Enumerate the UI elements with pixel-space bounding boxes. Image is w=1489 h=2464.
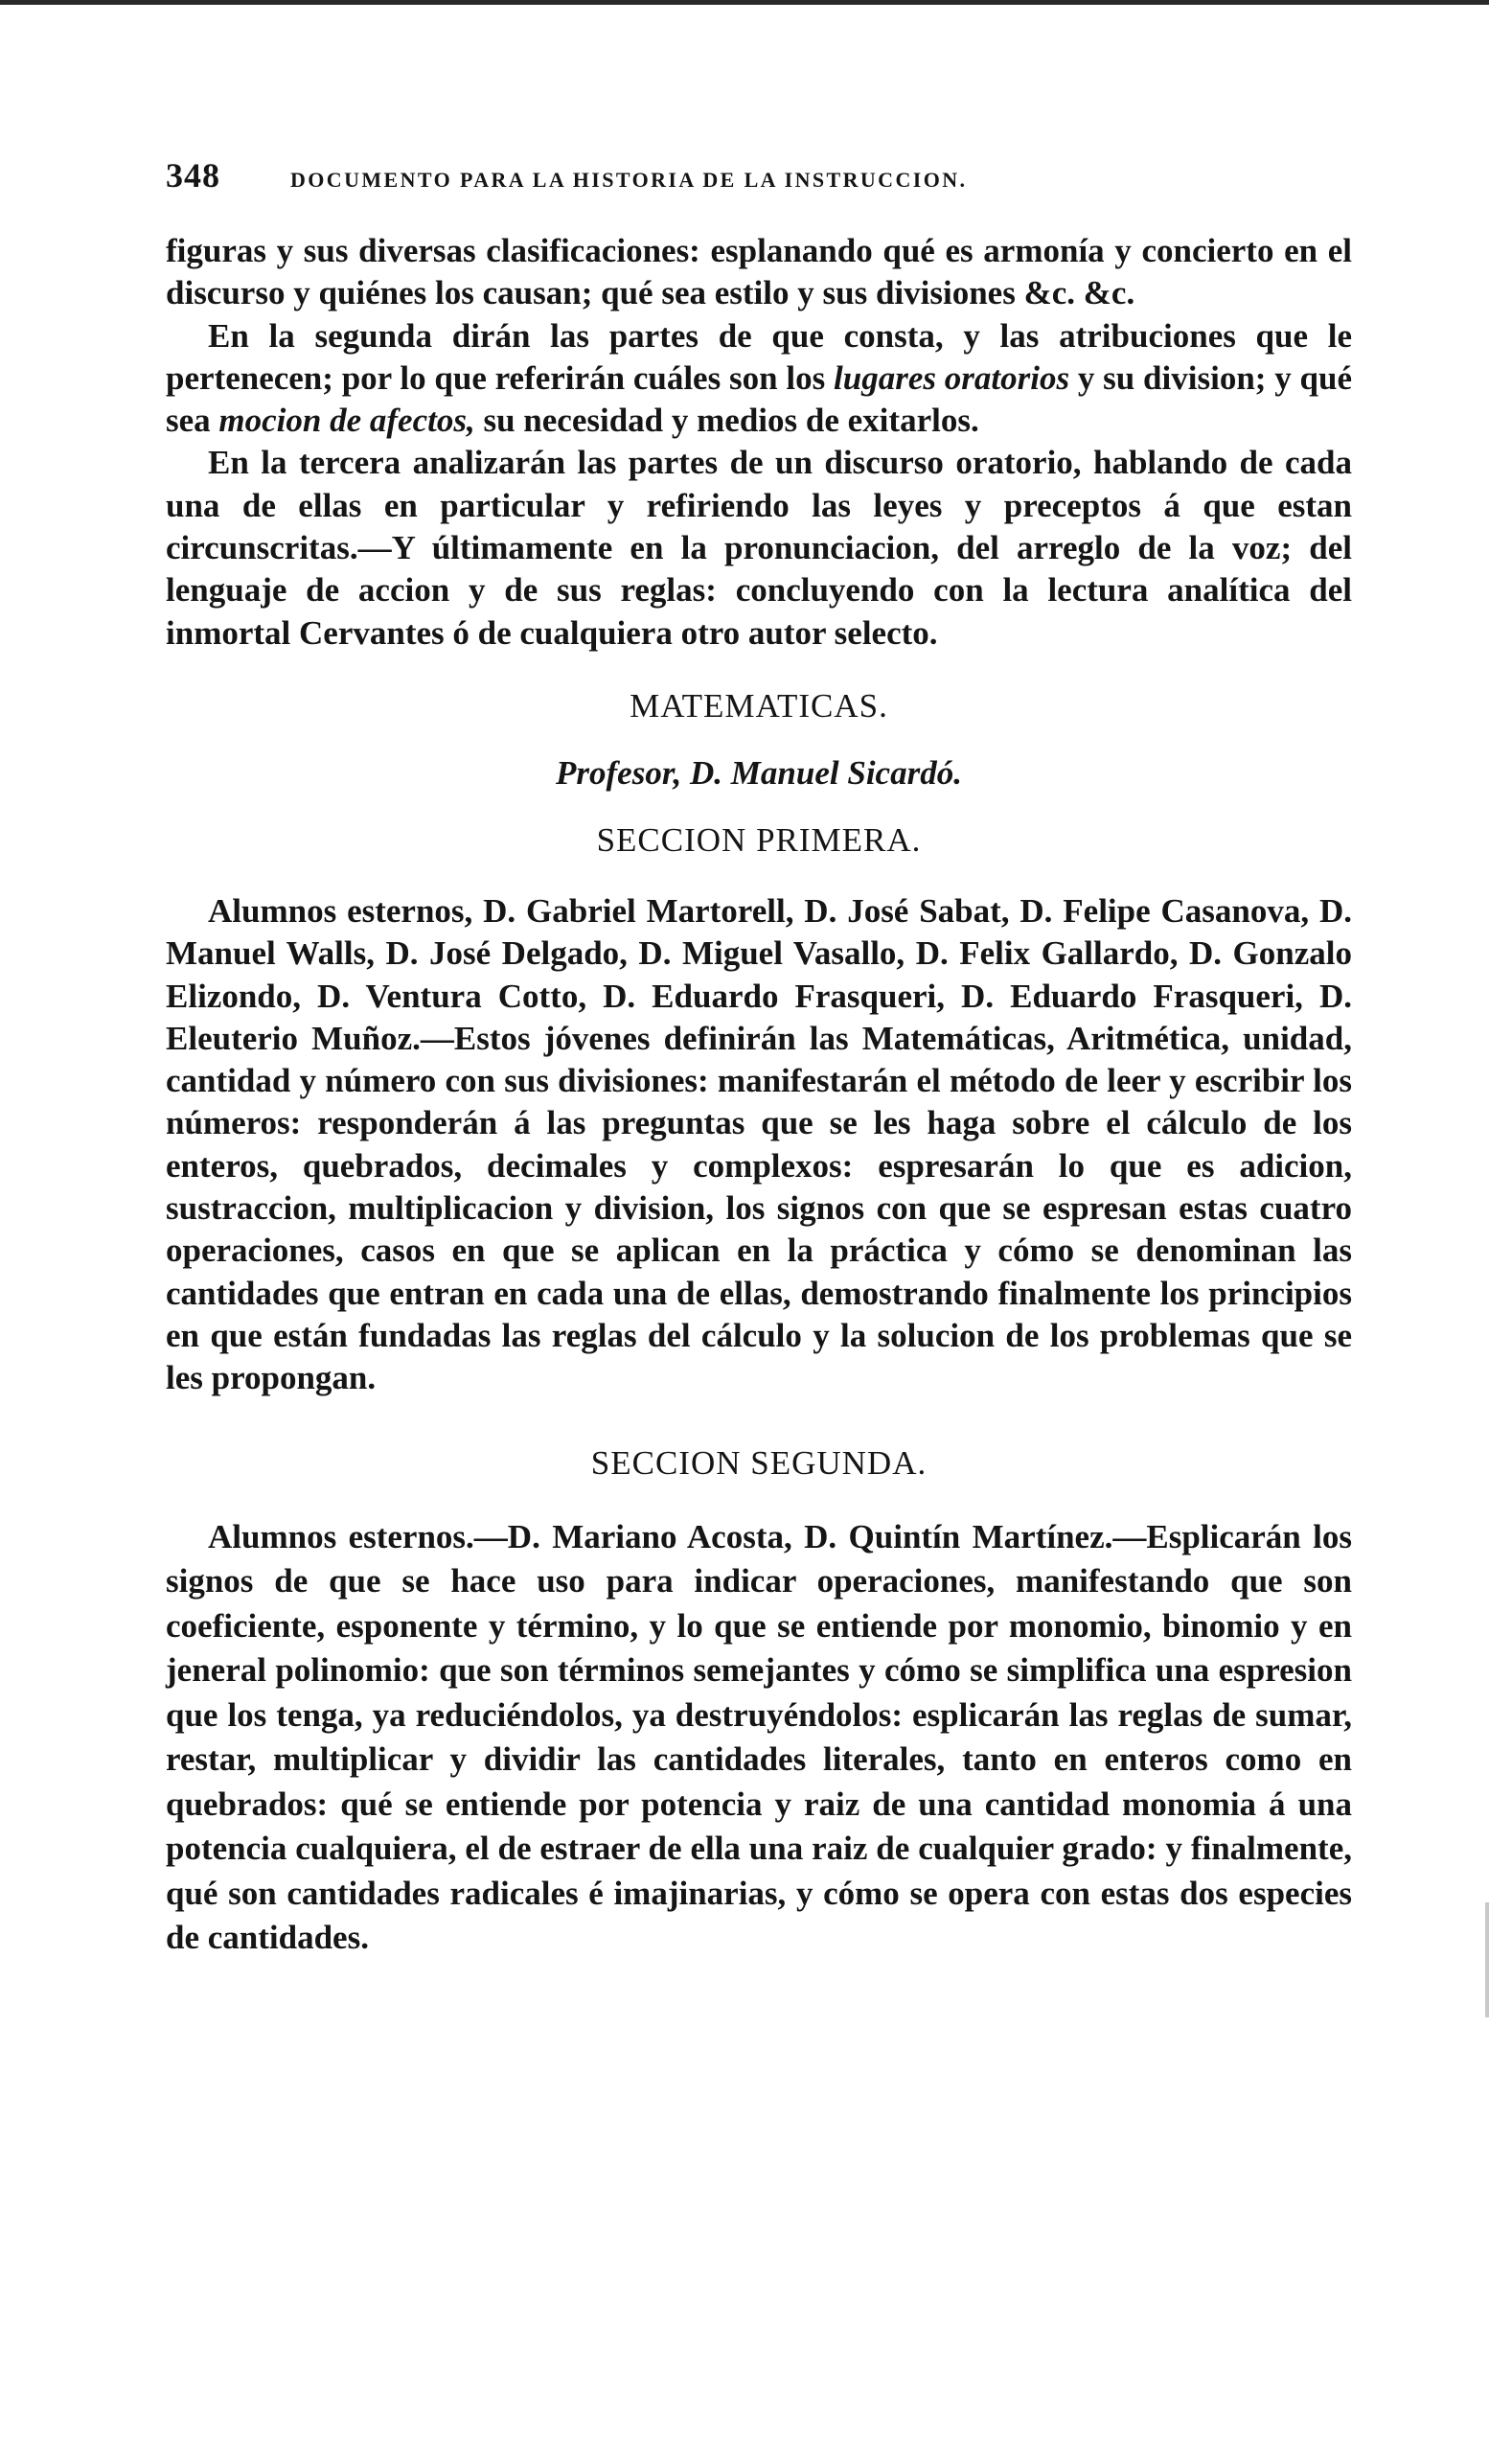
term-lugares-oratorios: lugares oratorios: [834, 358, 1070, 397]
paragraph-intro-2-part-b: y su division; y qué sea: [166, 358, 1352, 440]
paragraph-intro-2: [166, 315, 1352, 443]
paragraph-intro-1: figuras y sus diversas clasificaciones: esplanando qué es armonía y concierto en el discurso y quiénes los causan; qué sea estilo y sus divisiones &c. &c.: [166, 232, 1352, 312]
subsection-title-segunda: SECCION SEGUNDA.: [590, 1443, 928, 1482]
paragraph-intro-3: En la tercera analizarán las partes de un discurso oratorio, hablando de cada una de ellas en particular y refiriendo las leyes y preceptos á que estan circunscritas.—Y últimamente en la pronunciacion, del arreglo de la voz; del lenguaje de accion y de sus reglas: concluyendo con la lectura analítica del inmortal Cervantes ó de cualquiera otro autor selecto.: [166, 444, 1352, 652]
page-top-edge: [0, 0, 1489, 5]
paragraph-seccion-segunda: Alumnos esternos.—D. Mariano Acosta, D. Quintín Martínez.—Esplicarán los signos de que se hace uso para indicar operaciones, manifestando que son coeficiente, esponente y término, y lo que se entiende por monomio, binomio y en jeneral polinomio: que son términos semejantes y cómo se simplifica una espresion que los tenga, ya reduciéndolos, ya destruyéndolos: esplicarán las reglas de sumar, restar, multiplicar y dividir las cantidades literales, tanto en enteros como en quebrados: qué se entiende por potencia y raiz de una cantidad monomia á una potencia cualquiera, el de estraer de ella una raiz de cualquier grado: y finalmente, qué son cantidades radicales é imajinarias, y cómo se opera con estas dos especies de cantidades.: [166, 1517, 1352, 1957]
paragraph-intro-2-part-c: su necesidad y medios de exitarlos.: [474, 402, 979, 440]
professor-line: Profesor, D. Manuel Sicardó.: [556, 753, 962, 792]
subsection-title-primera: SECCION PRIMERA.: [596, 820, 922, 859]
page-number: 348: [166, 156, 220, 195]
paragraph-intro-2-part-a: En la segunda dirán las partes de que consta, y las atribuciones que le pertenecen; por lo que referirán cuáles son los: [166, 316, 1352, 397]
running-header: [166, 155, 1352, 213]
page-right-edge-mark: [1485, 1902, 1489, 2017]
document-page: [166, 155, 1352, 1961]
paragraph-seccion-primera: Alumnos esternos, D. Gabriel Martorell, D. José Sabat, D. Felipe Casanova, D. Manuel Walls, D. José Delgado, D. Miguel Vasallo, D. Felix Gallardo, D. Gonzalo Elizondo, D. Ventura Cotto, D. Eduardo Frasqueri, D. Eduardo Frasqueri, D. Eleuterio Muñoz.—Estos jóvenes definirán las Matemáticas, Aritmética, unidad, cantidad y número con sus divisiones: manifestarán el método de leer y escribir los números: responderán á las preguntas que se les haga sobre el cálculo de los enteros, quebrados, decimales y complexos: espresarán lo que es adicion, sustraccion, multiplicacion y division, los signos con que se espresan estas cuatro operaciones, casos en que se aplican en la práctica y cómo se denominan las cantidades que entran en cada una de ellas, demostrando finalmente los principios en que están fundadas las reglas del cálculo y la solucion de los problemas que se les propongan.: [166, 891, 1352, 1397]
running-title: DOCUMENTO PARA LA HISTORIA DE LA INSTRUCCION.: [290, 168, 968, 192]
section-title-matematicas: MATEMATICAS.: [630, 686, 888, 725]
term-mocion-de-afectos: mocion de afectos,: [218, 402, 475, 440]
